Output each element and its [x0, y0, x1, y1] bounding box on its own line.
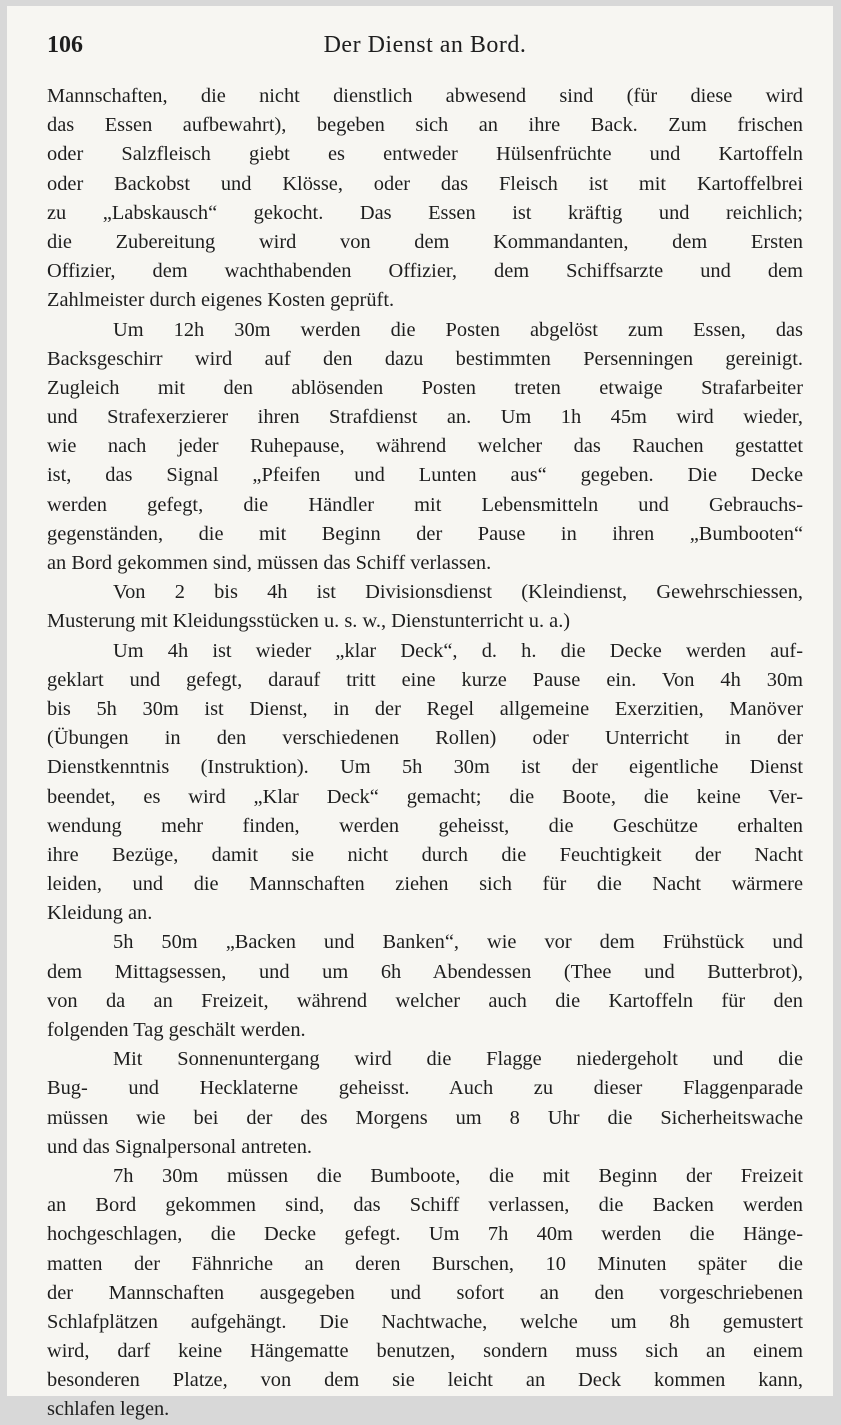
text-line: das Essen aufbewahrt), begeben sich an ihre Back. Zum frischen [47, 114, 803, 137]
text-line: Offizier, dem wachthabenden Offizier, dem Schiffsarzte und dem [47, 260, 803, 283]
text-line: Bug- und Hecklaterne geheisst. Auch zu dieser Flaggenparade [47, 1077, 803, 1100]
text-line: schlafen legen. [47, 1398, 170, 1421]
text-line: die Zubereitung wird von dem Kommandanten, dem Ersten [47, 230, 803, 253]
text-line: 5h 50m „Backen und Banken“, wie vor dem Frühstück und [113, 931, 803, 954]
text-line: Um 4h ist wieder „klar Deck“, d. h. die Decke werden auf- [113, 639, 803, 662]
text-line: Mit Sonnenuntergang wird die Flagge niedergeholt und die [113, 1048, 803, 1071]
text-line: 7h 30m müssen die Bumboote, die mit Beginn der Freizeit [113, 1164, 803, 1187]
text-line: wird, darf keine Hängematte benutzen, sondern muss sich an einem [47, 1340, 803, 1363]
text-line: zu „Labskausch“ gekocht. Das Essen ist kräftig und reichlich; [47, 201, 803, 224]
text-line: und Strafexerzierer ihren Strafdienst an. Um 1h 45m wird wieder, [47, 406, 803, 429]
text-line: matten der Fähnriche an deren Burschen, 10 Minuten später die [47, 1252, 803, 1275]
text-line: Zahlmeister durch eigenes Kosten geprüft. [47, 289, 395, 312]
text-line: besonderen Platze, von dem sie leicht an Deck kommen kann, [47, 1369, 803, 1392]
text-line: geklart und gefegt, darauf tritt eine kurze Pause ein. Von 4h 30m [47, 668, 803, 691]
text-line: folgenden Tag geschält werden. [47, 1019, 306, 1041]
text-line: Um 12h 30m werden die Posten abgelöst zum Essen, das [113, 318, 803, 341]
text-line: (Übungen in den verschiedenen Rollen) oder Unterricht in der [47, 727, 803, 750]
text-line: bis 5h 30m ist Dienst, in der Regel allgemeine Exerzitien, Manöver [47, 697, 803, 720]
running-title: Der Dienst an Bord. [323, 32, 527, 58]
text-line: Zugleich mit den ablösenden Posten treten etwaige Strafarbeiter [47, 376, 803, 399]
text-line: der Mannschaften ausgegeben und sofort an den vorgeschriebenen [47, 1281, 803, 1304]
text-line: Backsgeschirr wird auf den dazu bestimmten Persenningen gereinigt. [47, 347, 803, 370]
text-line: hochgeschlagen, die Decke gefegt. Um 7h 40m werden die Hänge- [47, 1223, 803, 1246]
text-line: von da an Freizeit, während welcher auch die Kartoffeln für den [47, 989, 803, 1012]
book-page [7, 6, 833, 1421]
text-line: Schlafplätzen aufgehängt. Die Nachtwache, welche um 8h gemustert [47, 1310, 803, 1333]
text-line: ist, das Signal „Pfeifen und Lunten aus“ gegeben. Die Decke [47, 464, 803, 487]
body-text [47, 82, 803, 1425]
text-line: ihre Bezüge, damit sie nicht durch die Feuchtigkeit der Nacht [47, 843, 803, 866]
text-line: und das Signalpersonal antreten. [47, 1135, 313, 1158]
text-line: Mannschaften, die nicht dienstlich abwesend sind (für diese wird [47, 85, 803, 107]
text-line: an Bord gekommen sind, müssen das Schiff verlassen. [47, 552, 492, 574]
text-line: werden gefegt, die Händler mit Lebensmitteln und Gebrauchs- [47, 493, 803, 516]
text-line: Von 2 bis 4h ist Divisionsdienst (Kleindienst, Gewehrschiessen, [113, 581, 803, 604]
text-line: gegenständen, die mit Beginn der Pause in ihren „Bumbooten“ [47, 522, 803, 545]
text-line: leiden, und die Mannschaften ziehen sich für die Nacht wärmere [47, 873, 803, 896]
page-header [47, 32, 803, 64]
text-line: Kleidung an. [47, 902, 153, 925]
page-number: 106 [47, 32, 83, 58]
text-line: Dienstkenntnis (Instruktion). Um 5h 30m ist der eigentliche Dienst [47, 756, 803, 779]
text-line: wendung mehr finden, werden geheisst, die Geschütze erhalten [47, 814, 803, 837]
text-line: wie nach jeder Ruhepause, während welcher das Rauchen gestattet [47, 435, 803, 458]
text-line: Musterung mit Kleidungsstücken u. s. w., Dienstunterricht u. a.) [47, 610, 571, 633]
text-line: beendet, es wird „Klar Deck“ gemacht; die Boote, die keine Ver- [47, 785, 803, 808]
text-line: oder Backobst und Klösse, oder das Fleisch ist mit Kartoffelbrei [47, 172, 803, 195]
text-line: dem Mittagsessen, und um 6h Abendessen (Thee und Butterbrot), [47, 960, 803, 983]
text-line: an Bord gekommen sind, das Schiff verlassen, die Backen werden [47, 1194, 803, 1217]
text-line: müssen wie bei der des Morgens um 8 Uhr die Sicherheitswache [47, 1106, 803, 1129]
text-line: oder Salzfleisch giebt es entweder Hülsenfrüchte und Kartoffeln [47, 143, 803, 166]
